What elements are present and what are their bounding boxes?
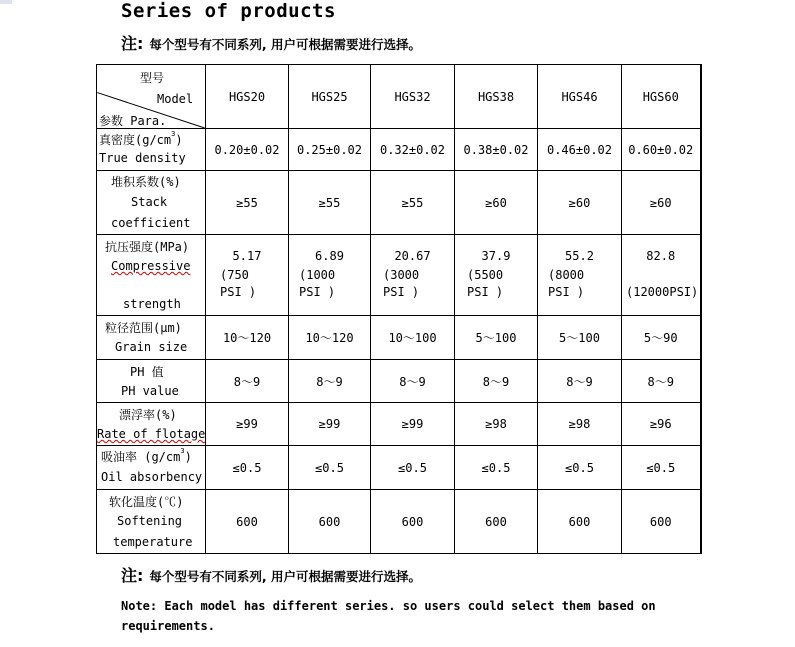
label-softening — [97, 490, 206, 554]
compressive-psi2: PSI ) — [467, 285, 504, 299]
true-density-value: 0.38±0.02 — [455, 129, 538, 171]
compressive-value: 6.89 — [315, 249, 344, 263]
stack-en1: Stack — [131, 195, 168, 209]
row-ph — [97, 360, 701, 403]
ph-value: 8～9 — [455, 360, 538, 403]
model-header: HGS38 — [455, 65, 538, 129]
compressive-value: 55.2 — [565, 249, 594, 263]
model-header: HGS32 — [371, 65, 455, 129]
ph-en: PH value — [121, 384, 179, 398]
soft-value: 600 — [455, 490, 538, 554]
compressive-psi1: (750 — [220, 268, 249, 282]
page-title: Series of products — [121, 0, 336, 22]
soft-en1: Softening — [117, 514, 183, 528]
stack-value: ≥55 — [206, 171, 289, 235]
compressive-psi2: PSI ) — [548, 285, 585, 299]
header-param: 参数 Para. — [99, 114, 167, 128]
soft-value: 600 — [289, 490, 371, 554]
note-en: Note: Each model has different series. so users could select them based on requirements. — [121, 599, 656, 633]
compressive-value: 82.8 — [646, 249, 676, 263]
compressive-psi2: PSI ) — [299, 285, 336, 299]
note-cn-lead-bottom: 注: — [121, 566, 144, 585]
compressive-psi1: (5500 — [467, 268, 504, 282]
label-flotage — [97, 403, 206, 446]
oil-value: ≤0.5 — [455, 446, 538, 490]
soft-value: 600 — [538, 490, 622, 554]
compressive-value-cell — [371, 235, 455, 316]
compressive-value: 5.17 — [232, 249, 262, 263]
label-grain — [97, 316, 206, 360]
oil-value: ≤0.5 — [289, 446, 371, 490]
label-ph — [97, 360, 206, 403]
row-grain — [97, 316, 701, 360]
grain-cn: 粒径范围(μm) — [105, 321, 182, 335]
true-density-value: 0.46±0.02 — [538, 129, 622, 171]
flotage-value: ≥99 — [371, 403, 455, 446]
compressive-cn: 抗压强度(MPa) — [105, 240, 190, 254]
true-density-value: 0.32±0.02 — [371, 129, 455, 171]
label-oil — [97, 446, 206, 490]
flotage-value: ≥96 — [622, 403, 701, 446]
compressive-value-cell — [289, 235, 371, 316]
compressive-psi1: (3000 — [383, 268, 420, 282]
grain-value: 5～90 — [622, 316, 701, 360]
note-cn-text-bottom: 每个型号有不同系列, 用户可根据需要进行选择。 — [149, 569, 422, 584]
stack-value: ≥55 — [371, 171, 455, 235]
header-cn: 型号 — [140, 71, 165, 85]
ph-value: 8～9 — [622, 360, 701, 403]
spec-table — [96, 64, 702, 554]
compressive-en1: Compressive — [111, 259, 191, 273]
grain-value: 10～120 — [289, 316, 371, 360]
oil-cn: 吸油率 $(g/cm^3)$ — [101, 447, 192, 464]
compressive-psi2: PSI ) — [383, 285, 420, 299]
compressive-value-cell — [455, 235, 538, 316]
compressive-psi1: (8000 — [548, 268, 585, 282]
compressive-value: 37.9 — [481, 249, 511, 263]
note-cn-text: 每个型号有不同系列, 用户可根据需要进行选择。 — [149, 37, 422, 52]
grain-value: 5～100 — [538, 316, 622, 360]
model-header: HGS60 — [622, 65, 701, 129]
row-oil — [97, 446, 701, 490]
oil-en: Oil absorbency — [101, 470, 203, 484]
header-model: Model — [157, 92, 194, 106]
oil-value: ≤0.5 — [206, 446, 289, 490]
grain-en: Grain size — [115, 340, 188, 354]
stack-value: ≥60 — [622, 171, 701, 235]
row-compressive — [97, 235, 701, 316]
label-true-density — [97, 129, 206, 171]
ph-value: 8～9 — [538, 360, 622, 403]
ph-value: 8～9 — [371, 360, 455, 403]
label-compressive — [97, 235, 206, 316]
compressive-value: 20.67 — [394, 249, 431, 263]
label-stack — [97, 171, 206, 235]
model-header: HGS20 — [206, 65, 289, 129]
row-flotage — [97, 403, 701, 446]
header-row — [97, 65, 701, 129]
compressive-en2: strength — [123, 297, 181, 311]
soft-value: 600 — [206, 490, 289, 554]
compressive-psi2: (12000PSI) — [626, 285, 699, 299]
flotage-value: ≥98 — [455, 403, 538, 446]
compressive-value-cell — [206, 235, 289, 316]
soft-value: 600 — [622, 490, 701, 554]
oil-value: ≤0.5 — [371, 446, 455, 490]
compressive-psi1: (1000 — [299, 268, 336, 282]
soft-en2: temperature — [113, 535, 193, 549]
compressive-value-cell — [622, 235, 701, 316]
note-cn-top — [121, 31, 421, 54]
stack-value: ≥55 — [289, 171, 371, 235]
oil-value: ≤0.5 — [538, 446, 622, 490]
header-corner-cell — [97, 65, 206, 129]
true-density-en: True density — [99, 151, 186, 165]
grain-value: 5～100 — [455, 316, 538, 360]
stack-cn: 堆积系数(%) — [111, 175, 181, 189]
row-stack — [97, 171, 701, 235]
stack-value: ≥60 — [455, 171, 538, 235]
page-corner-mark — [0, 0, 12, 4]
flotage-value: ≥99 — [289, 403, 371, 446]
true-density-cn: 真密度$(g/cm^3)$ — [99, 130, 183, 147]
note-cn-bottom — [121, 563, 421, 586]
flotage-cn: 漂浮率(%) — [119, 408, 177, 422]
ph-cn: PH 值 — [130, 365, 164, 379]
row-softening — [97, 490, 701, 554]
compressive-value-cell — [538, 235, 622, 316]
soft-cn: 软化温度(℃) — [109, 495, 184, 509]
oil-value: ≤0.5 — [622, 446, 701, 490]
stack-en2: coefficient — [111, 216, 191, 230]
model-header: HGS46 — [538, 65, 622, 129]
grain-value: 10～120 — [206, 316, 289, 360]
stack-value: ≥60 — [538, 171, 622, 235]
grain-value: 10～100 — [371, 316, 455, 360]
note-cn-lead: 注: — [121, 34, 144, 53]
model-header: HGS25 — [289, 65, 371, 129]
flotage-en: Rate of flotage — [97, 427, 206, 441]
soft-value: 600 — [371, 490, 455, 554]
ph-value: 8～9 — [289, 360, 371, 403]
flotage-value: ≥99 — [206, 403, 289, 446]
true-density-value: 0.60±0.02 — [622, 129, 701, 171]
compressive-psi2: PSI ) — [220, 285, 257, 299]
flotage-value: ≥98 — [538, 403, 622, 446]
true-density-value: 0.25±0.02 — [289, 129, 371, 171]
ph-value: 8～9 — [206, 360, 289, 403]
true-density-value: 0.20±0.02 — [206, 129, 289, 171]
row-true-density — [97, 129, 701, 171]
